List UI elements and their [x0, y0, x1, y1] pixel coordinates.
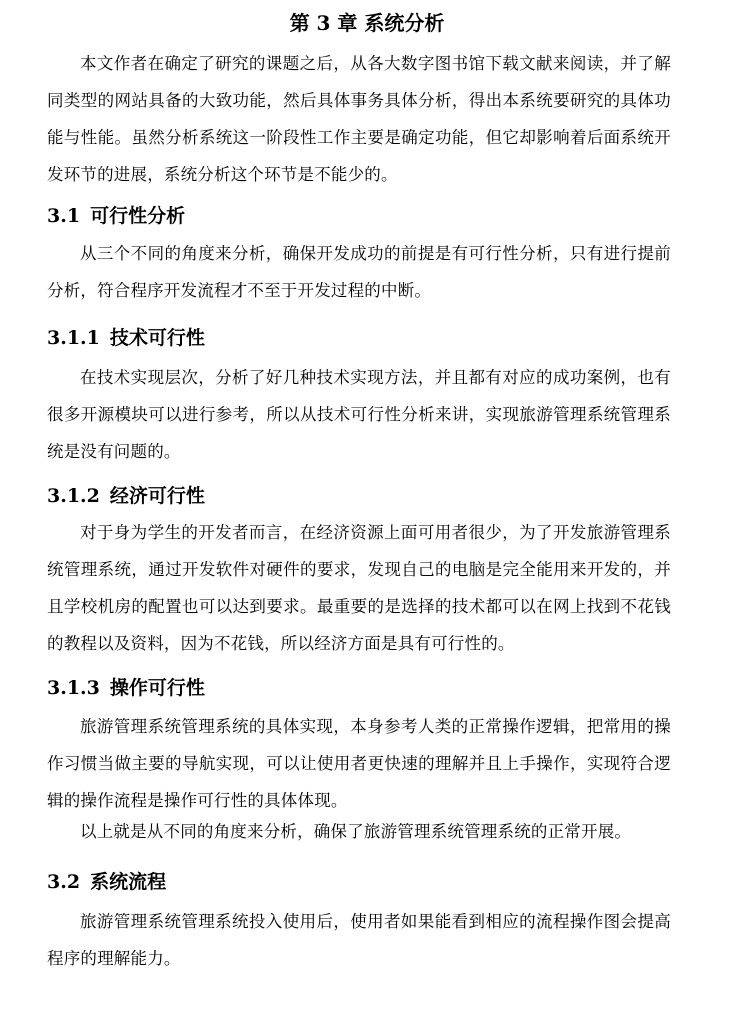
section-paragraph: 从三个不同的角度来分析，确保开发成功的前提是有可行性分析，只有进行提前分析，符合程序开发流程才不至于开发过程的中断。 [47, 244, 671, 300]
section-number: 3.1.2 [47, 485, 100, 507]
section-paragraph: 对于身为学生的开发者而言，在经济资源上面可用者很少，为了开发旅游管理系统管理系统，通过开发软件对硬件的要求，发现自己的电脑是完全能用来开发的，并且学校机房的配置也可以达到要求。最重要的是选择的技术都可以在网上找到不花钱的教程以及资料，因为不花钱，所以经济方面是具有可行性的。 [47, 523, 671, 653]
section-number: 3.1.1 [47, 327, 100, 349]
section-title: 操作可行性 [109, 677, 205, 699]
section-heading-3-1-1 [47, 324, 205, 352]
section-paragraph: 在技术实现层次，分析了好几种技术实现方法，并且都有对应的成功案例，也有很多开源模块可以进行参考，所以从技术可行性分析来讲，实现旅游管理系统管理系统是没有问题的。 [47, 368, 671, 461]
section-heading-3-1-2 [47, 482, 205, 510]
section-heading-3-2 [47, 868, 166, 896]
chapter-title: 第 3 章 系统分析 [289, 11, 445, 35]
section-title: 可行性分析 [90, 205, 186, 227]
section-heading-3-1 [47, 202, 185, 230]
section-paragraph: 旅游管理系统管理系统投入使用后，使用者如果能看到相应的流程操作图会提高程序的理解能力。 [47, 912, 671, 968]
section-title: 经济可行性 [109, 485, 205, 507]
section-heading-3-1-3 [47, 674, 205, 702]
section-title: 技术可行性 [109, 327, 205, 349]
section-number: 3.1 [47, 205, 81, 227]
intro-paragraph: 本文作者在确定了研究的课题之后，从各大数字图书馆下载文献来阅读，并了解同类型的网站具备的大致功能，然后具体事务具体分析，得出本系统要研究的具体功能与性能。虽然分析系统这一阶段性工作主要是确定功能，但它却影响着后面系统开发环节的进展，系统分析这个环节是不能少的。 [47, 54, 671, 184]
section-title: 系统流程 [90, 871, 167, 893]
section-paragraph: 旅游管理系统管理系统的具体实现，本身参考人类的正常操作逻辑，把常用的操作习惯当做主要的导航实现，可以让使用者更快速的理解并且上手操作，实现符合逻辑的操作流程是操作可行性的具体体现。 [47, 717, 671, 810]
section-paragraph: 以上就是从不同的角度来分析，确保了旅游管理系统管理系统的正常开展。 [80, 822, 632, 841]
section-number: 3.1.3 [47, 677, 100, 699]
section-number: 3.2 [47, 871, 81, 893]
